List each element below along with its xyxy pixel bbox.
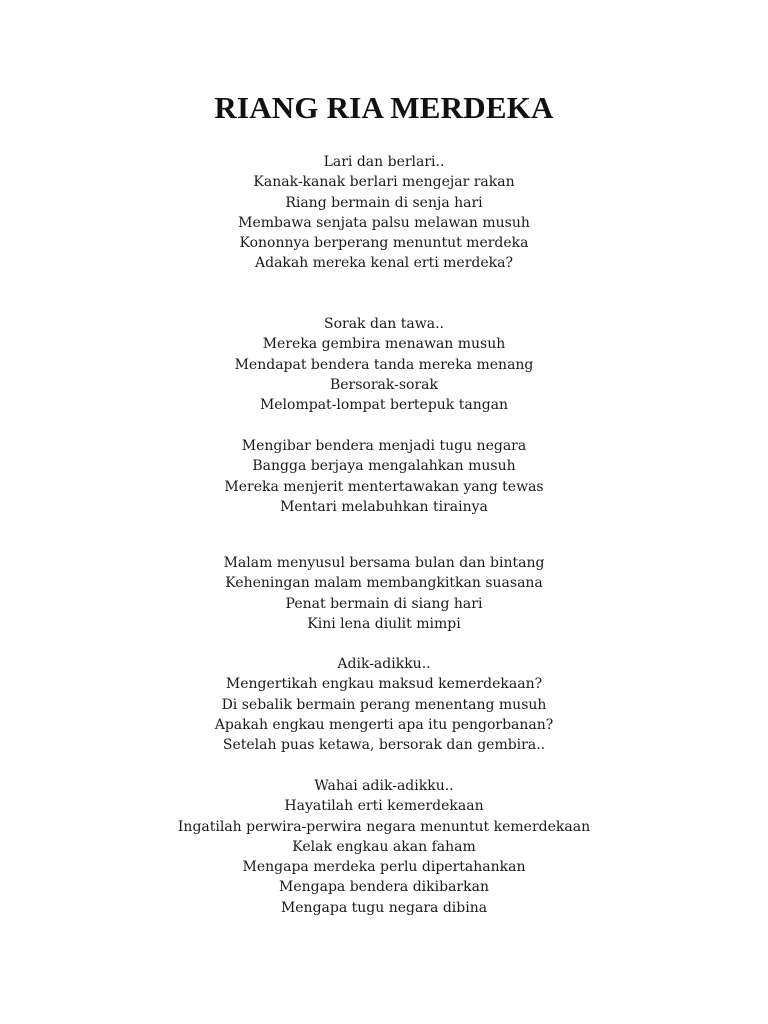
poem-stanza-3: [0, 436, 768, 517]
poem-line: Adik-adikku..: [337, 656, 431, 672]
poem-line: Bersorak-sorak: [329, 376, 439, 393]
poem-line: Kelak engkau akan faham: [292, 838, 476, 855]
poem-stanza-1: [0, 152, 768, 274]
poem-line: Setelah puas ketawa, bersorak dan gembira..: [222, 737, 546, 754]
poem-stanza-6: [0, 776, 768, 918]
poem-line: Mentari melabuhkan tirainya: [280, 498, 488, 515]
poem-line: Mendapat bendera tanda mereka menang: [234, 356, 534, 373]
poem-line: Kononnya berperang menuntut merdeka: [239, 235, 529, 252]
poem-line: Mereka gembira menawan musuh: [262, 336, 506, 353]
poem-stanza-5: [0, 654, 768, 755]
poem-line: Lari dan berlari..: [323, 154, 445, 170]
poem-line: Membawa senjata palsu melawan musuh: [238, 214, 530, 231]
poem-line: Mengibar bendera menjadi tugu negara: [241, 438, 527, 454]
poem-line: Ingatilah perwira-perwira negara menuntut kemerdekaan: [177, 818, 591, 835]
poem-line: Mereka menjerit mentertawakan yang tewas: [224, 478, 544, 495]
poem-title: RIANG RIA MERDEKA: [214, 90, 554, 125]
poem-line: Kini lena diulit mimpi: [307, 615, 461, 632]
poem-line: Mengertikah engkau maksud kemerdekaan?: [225, 676, 543, 693]
poem-line: Mengapa tugu negara dibina: [280, 899, 488, 916]
poem-line: Riang bermain di senja hari: [285, 194, 483, 211]
poem-stanza-4: [0, 553, 768, 634]
poem-line: Di sebalik bermain perang menentang musuh: [221, 696, 547, 713]
poem-line: Malam menyusul bersama bulan dan bintang: [223, 555, 545, 571]
poem-line: Mengapa merdeka perlu dipertahankan: [242, 859, 526, 876]
poem-line: Sorak dan tawa..: [324, 316, 444, 332]
poem-line: Keheningan malam membangkitkan suasana: [225, 575, 543, 592]
poem-line: Kanak-kanak berlari mengejar rakan: [253, 174, 515, 191]
poem-line: Bangga berjaya mengalahkan musuh: [252, 458, 516, 475]
poem-line: Wahai adik-adikku..: [314, 778, 454, 794]
poem-line: Apakah engkau mengerti apa itu pengorbanan?: [214, 716, 554, 733]
poem-line: Mengapa bendera dikibarkan: [279, 879, 489, 896]
poem-line: Melompat-lompat bertepuk tangan: [259, 397, 509, 414]
poem-line: Penat bermain di siang hari: [285, 595, 483, 612]
poem-line: Adakah mereka kenal erti merdeka?: [255, 255, 513, 272]
poem-line: Hayatilah erti kemerdekaan: [284, 798, 484, 815]
poem-stanza-2: [0, 314, 768, 415]
